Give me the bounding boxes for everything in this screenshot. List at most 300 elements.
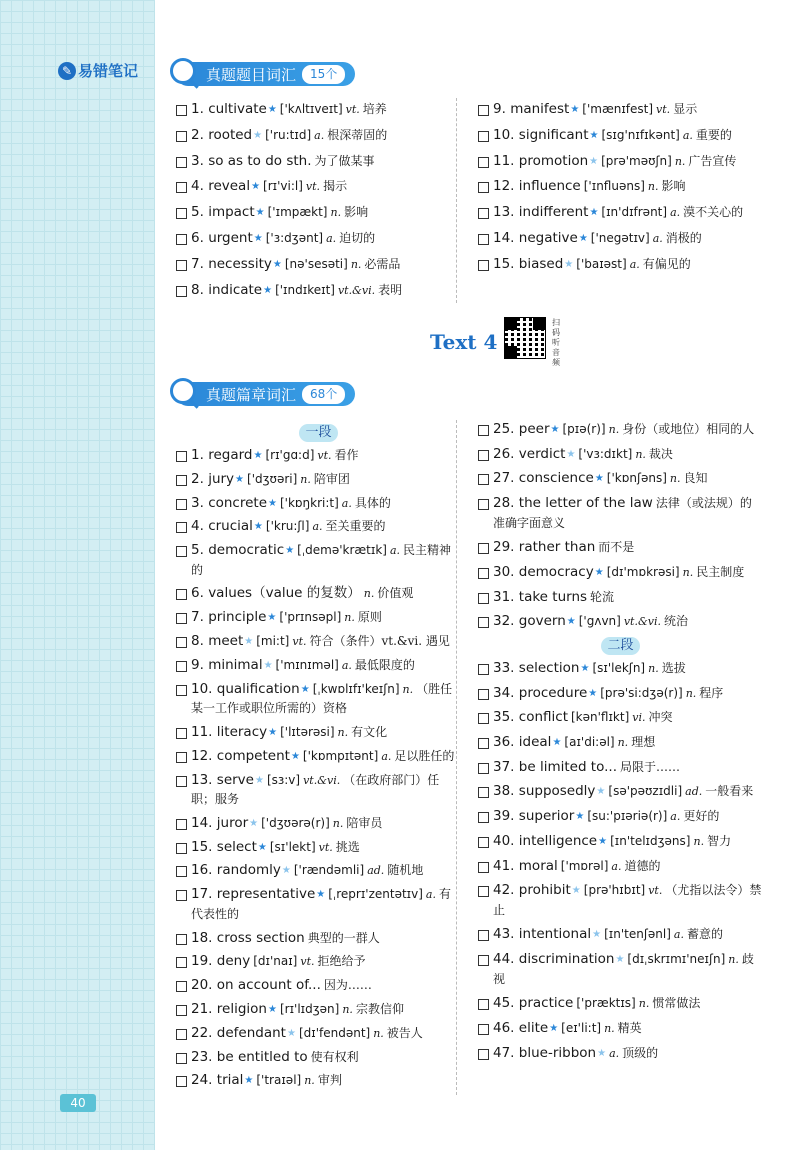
checkbox[interactable] (176, 182, 187, 193)
chinese-meaning: 蓄意的 (686, 927, 723, 942)
vocab-word: qualification (216, 680, 300, 697)
part-of-speech: n. (350, 257, 362, 271)
checkbox[interactable] (176, 890, 187, 901)
vocab-item (478, 538, 763, 558)
star-icon: ★ (268, 726, 278, 738)
star-icon: ★ (244, 636, 254, 648)
checkbox[interactable] (176, 685, 187, 696)
vocab-word: indicate (208, 281, 263, 298)
checkbox[interactable] (176, 1053, 187, 1064)
vocab-item (478, 1019, 763, 1039)
vocab-item (176, 177, 461, 197)
checkbox[interactable] (478, 955, 489, 966)
star-icon: ★ (578, 232, 588, 244)
checkbox[interactable] (176, 728, 187, 739)
phonetic: ['kɒnʃəns] (606, 471, 667, 486)
part-of-speech: n. (647, 180, 659, 194)
vocab-item (478, 588, 763, 608)
phonetic: ['ɪndɪkeɪt] (275, 282, 335, 297)
part-of-speech: a. (673, 928, 684, 942)
chinese-meaning: 典型的一群人 (307, 930, 380, 945)
vocab-item (478, 925, 763, 945)
chinese-meaning: 培养 (362, 102, 387, 116)
item-number: 9. (493, 101, 506, 117)
star-icon: ★ (263, 284, 273, 296)
vocab-word: crucial (208, 518, 253, 535)
chinese-meaning: 精英 (617, 1020, 642, 1035)
search-icon (170, 58, 196, 84)
vocab-word: ideal (518, 734, 552, 751)
vocab-word: regard (208, 447, 253, 463)
checkbox[interactable] (478, 617, 489, 628)
checkbox[interactable] (176, 819, 187, 830)
star-icon: ★ (253, 232, 263, 244)
chinese-meaning: 原则 (357, 610, 382, 625)
chinese-meaning: 迫切的 (339, 230, 376, 245)
vocab-item (176, 494, 461, 514)
phonetic: [pɪə(r)] (562, 422, 606, 436)
vocab-word: conflict (518, 709, 568, 726)
chinese-meaning: 看作 (334, 448, 359, 462)
item-number: 44. (493, 951, 515, 968)
chinese-meaning: 揭示 (323, 179, 348, 194)
phonetic: ['ɪnfluəns] (583, 179, 645, 194)
phonetic: ['ru:tɪd] (265, 127, 312, 142)
checkbox[interactable] (478, 499, 489, 510)
part-of-speech: a. (314, 128, 325, 142)
phonetic: [dɪ'naɪ] (253, 954, 298, 969)
vocab-item (176, 541, 461, 580)
vocab-word: biased (518, 255, 564, 272)
part-of-speech: n. (342, 1002, 353, 1016)
vocab-word: cross section (216, 929, 305, 946)
part-of-speech: vt.&vi. (337, 283, 376, 297)
part-of-speech: n. (363, 587, 375, 601)
vocab-item (478, 881, 763, 920)
star-icon: ★ (570, 104, 580, 115)
part-of-speech: n. (608, 423, 620, 436)
item-number: 7. (191, 609, 204, 626)
chinese-meaning: 影响 (344, 205, 369, 220)
checkbox[interactable] (176, 843, 187, 854)
vocab-item (176, 229, 461, 249)
vocab-word: intentional (518, 926, 592, 943)
item-number: 20. (191, 977, 213, 994)
part-of-speech: vt. (345, 103, 360, 116)
vocab-word: democracy (518, 563, 594, 580)
star-icon: ★ (550, 424, 560, 435)
item-number: 39. (493, 808, 515, 825)
chinese-meaning: 价值观 (377, 586, 414, 601)
item-number: 1. (191, 447, 204, 463)
checkbox[interactable] (176, 499, 187, 510)
part-of-speech: a. (341, 496, 352, 510)
vocab-item (176, 126, 461, 146)
vocab-word: supposedly (518, 783, 596, 800)
checkbox[interactable] (176, 157, 187, 168)
vocab-word: literacy (216, 723, 268, 740)
checkbox[interactable] (176, 866, 187, 877)
part-of-speech: n. (337, 725, 349, 739)
checkbox[interactable] (176, 589, 187, 600)
vocab-word: deny (216, 953, 251, 970)
vocab-word: be limited to... (518, 758, 617, 775)
checkbox[interactable] (176, 957, 187, 968)
section-header-passage-words (176, 382, 355, 406)
phonetic: ['baɪəst] (576, 256, 627, 271)
checkbox[interactable] (478, 930, 489, 941)
chinese-meaning: 有偏见的 (642, 256, 691, 271)
phonetic: ['negətɪv] (590, 230, 650, 245)
phonetic: [ɪn'telɪdʒəns] (610, 833, 691, 848)
chinese-meaning: 选拔 (661, 661, 686, 675)
part-of-speech: n. (648, 662, 659, 675)
phonetic: [sə'pəʊzɪdli] (608, 784, 683, 799)
vocab-item (478, 100, 763, 120)
phonetic: ['prɪnsəpl] (279, 610, 342, 625)
chinese-meaning: 至关重要的 (325, 519, 386, 534)
star-icon: ★ (267, 104, 277, 115)
item-number: 7. (191, 255, 204, 272)
vocab-word: democratic (208, 542, 285, 559)
chinese-meaning: 统治 (664, 614, 689, 629)
vocab-word: manifest (510, 101, 570, 117)
chinese-meaning: 法律（或法规）的准确字面意义 (493, 496, 752, 530)
chinese-meaning: 最低限度的 (354, 657, 415, 672)
vocab-item (176, 747, 461, 767)
part-of-speech: n. (617, 736, 629, 750)
part-of-speech: vt. (305, 180, 321, 194)
chinese-meaning: 漠不关心的 (683, 205, 744, 220)
vocab-item (478, 469, 763, 489)
phonetic: ['kɒŋkri:t] (279, 495, 339, 510)
chinese-meaning: 民主精神的 (191, 543, 452, 577)
vocab-item (176, 656, 461, 676)
vocab-item (478, 807, 763, 827)
chinese-meaning: 显示 (673, 102, 698, 116)
phonetic: [ˌkwɒlɪfɪ'keɪʃn] (312, 681, 400, 696)
vocab-word: moral (518, 857, 558, 874)
brand-name: 易错笔记 (78, 62, 139, 80)
item-number: 19. (191, 953, 213, 970)
checkbox[interactable] (478, 131, 489, 142)
checkbox[interactable] (478, 886, 489, 897)
checkbox[interactable] (176, 1029, 187, 1040)
vocab-word: select (216, 838, 257, 855)
phonetic: ['rændəmli] (293, 863, 365, 878)
item-number: 31. (493, 588, 515, 605)
checkbox[interactable] (478, 787, 489, 798)
item-number: 21. (191, 1000, 213, 1017)
vocab-item (478, 420, 763, 440)
checkbox[interactable] (176, 613, 187, 624)
checkbox[interactable] (478, 260, 489, 271)
chinese-meaning: 广告宣传 (688, 153, 737, 168)
paragraph-subhead: 一段 (176, 424, 461, 442)
part-of-speech: n. (604, 1021, 615, 1035)
subhead-label: 二段 (601, 637, 639, 655)
phonetic: [prə'si:dʒə(r)] (600, 685, 683, 700)
part-of-speech: a. (670, 206, 681, 220)
vocab-item (478, 612, 763, 632)
chinese-meaning: 被告人 (386, 1025, 423, 1040)
vocab-item (478, 255, 763, 275)
checkbox[interactable] (478, 593, 489, 604)
chinese-meaning: 必需品 (364, 256, 401, 271)
checkbox[interactable] (176, 776, 187, 787)
part-of-speech: n. (373, 1026, 384, 1040)
chinese-meaning: 身份（或地位）相同的人 (622, 422, 755, 436)
item-number: 13. (191, 771, 213, 788)
part-of-speech: n. (304, 1074, 315, 1088)
star-icon: ★ (589, 155, 599, 167)
star-icon: ★ (596, 786, 606, 798)
checkbox[interactable] (176, 522, 187, 533)
part-of-speech: vt. (292, 635, 307, 649)
checkbox[interactable] (478, 713, 489, 724)
star-icon: ★ (286, 1027, 296, 1039)
checkbox[interactable] (176, 105, 187, 116)
checkbox[interactable] (176, 475, 187, 486)
checkbox[interactable] (478, 1024, 489, 1035)
star-icon: ★ (316, 889, 326, 901)
vocab-item (478, 857, 763, 877)
star-icon: ★ (549, 1022, 559, 1034)
vocab-item (478, 832, 763, 852)
vocab-word: practice (518, 995, 574, 1012)
vocab-item (176, 281, 461, 301)
part-of-speech: n. (638, 997, 650, 1011)
checkbox[interactable] (176, 661, 187, 672)
checkbox[interactable] (176, 208, 187, 219)
chinese-meaning: 而不是 (598, 540, 635, 555)
vocab-item (176, 517, 461, 537)
chinese-meaning: 陪审员 (346, 815, 383, 830)
vocab-item (176, 203, 461, 223)
part-of-speech: vt. (648, 884, 663, 898)
star-icon: ★ (254, 774, 264, 786)
checkbox[interactable] (478, 812, 489, 823)
chinese-meaning: 影响 (661, 179, 686, 194)
phonetic: [kən'flɪkt] (571, 710, 630, 725)
vocab-word: trial (216, 1072, 244, 1089)
part-of-speech: n. (693, 834, 705, 848)
part-of-speech: n. (685, 686, 697, 700)
checkbox[interactable] (478, 999, 489, 1010)
vocab-item (176, 814, 461, 834)
chinese-meaning: 局限于…… (620, 759, 681, 774)
vocab-item (176, 446, 461, 466)
item-number: 29. (493, 539, 515, 556)
vocab-word: urgent (208, 229, 253, 246)
vocab-word: serve (216, 771, 254, 788)
part-of-speech: a. (652, 231, 663, 245)
star-icon: ★ (566, 616, 576, 628)
part-of-speech: vt.&vi. (623, 615, 661, 629)
item-number: 28. (493, 495, 515, 512)
checkbox[interactable] (176, 1005, 187, 1016)
vocab-word: prohibit (518, 882, 571, 899)
vocab-word: negative (518, 229, 578, 246)
part-of-speech: vt. (317, 449, 332, 462)
checkbox[interactable] (478, 208, 489, 219)
chinese-meaning: 道德的 (624, 858, 661, 873)
star-icon: ★ (272, 258, 282, 270)
vocab-word: promotion (518, 152, 589, 169)
phonetic: ['mɒrəl] (560, 858, 609, 873)
vocab-item (478, 494, 763, 533)
checkbox[interactable] (176, 637, 187, 648)
star-icon: ★ (281, 865, 291, 877)
section-title: 真题篇章词汇 (206, 385, 297, 404)
checkbox[interactable] (176, 752, 187, 763)
vocab-item (176, 976, 461, 996)
vocab-item (176, 1048, 461, 1068)
vocab-item (176, 100, 461, 120)
checkbox[interactable] (176, 1076, 187, 1087)
qr-code[interactable] (505, 318, 545, 358)
checkbox[interactable] (478, 689, 489, 700)
chinese-meaning: 重要的 (695, 127, 732, 142)
vocab-word: significant (518, 126, 589, 143)
vocab-word: intelligence (518, 832, 598, 849)
checkbox[interactable] (478, 664, 489, 675)
vocab-item (478, 994, 763, 1014)
chinese-meaning: 轮流 (590, 589, 615, 604)
phonetic: ['kʌltɪveɪt] (279, 102, 343, 116)
chinese-meaning: 一般看来 (705, 784, 754, 799)
vocab-word: be entitled to (216, 1048, 308, 1065)
column-divider (456, 420, 457, 1095)
checkbox[interactable] (478, 862, 489, 873)
vocab-word: peer (518, 421, 550, 437)
phonetic: [sɪ'lekʃn] (592, 661, 646, 675)
chinese-meaning: 随机地 (387, 863, 424, 878)
vocab-item (176, 861, 461, 881)
checkbox[interactable] (478, 568, 489, 579)
checkbox[interactable] (176, 260, 187, 271)
page-number: 40 (60, 1094, 96, 1112)
vocab-word: rather than (518, 539, 596, 556)
chinese-meaning: 挑选 (335, 839, 360, 854)
star-icon: ★ (575, 811, 585, 823)
vocab-item (478, 563, 763, 583)
vocab-item (176, 885, 461, 924)
vocab-item (478, 684, 763, 704)
phonetic: [ɪn'tenʃənl] (604, 927, 671, 942)
item-number: 3. (191, 152, 204, 169)
phonetic: ['kru:ʃl] (265, 519, 310, 534)
vocab-item (176, 1071, 461, 1091)
passage-word-list-right (478, 420, 763, 1068)
vocab-word: verdict (518, 445, 566, 462)
vocab-word: superior (518, 808, 575, 825)
checkbox[interactable] (478, 543, 489, 554)
chinese-meaning: 表明 (378, 282, 403, 297)
part-of-speech: n. (344, 611, 355, 625)
item-number: 22. (191, 1024, 213, 1041)
item-number: 12. (493, 178, 515, 195)
chinese-meaning: 宗教信仰 (355, 1001, 404, 1016)
item-number: 14. (191, 814, 213, 831)
vocab-word: meet (208, 633, 244, 650)
part-of-speech: vt. (656, 103, 671, 116)
star-icon: ★ (263, 659, 273, 671)
checkbox[interactable] (176, 981, 187, 992)
checkbox[interactable] (478, 425, 489, 436)
paragraph-subhead (478, 637, 763, 655)
phonetic: [rɪ'lɪdʒən] (279, 1001, 340, 1016)
checkbox[interactable] (176, 546, 187, 557)
phonetic: ['ɪmpækt] (267, 205, 328, 220)
chinese-meaning: 消极的 (665, 230, 702, 245)
item-number: 18. (191, 929, 213, 946)
phonetic: [rɪ'vi:l] (263, 179, 303, 194)
checkbox[interactable] (176, 934, 187, 945)
item-number: 41. (493, 857, 515, 874)
phonetic: [sɪg'nɪfɪkənt] (601, 127, 680, 142)
part-of-speech: n. (669, 472, 681, 486)
item-number: 11. (493, 152, 515, 169)
word-list-left (176, 100, 461, 306)
part-of-speech: n. (728, 953, 739, 967)
checkbox[interactable] (478, 738, 489, 749)
vocab-word: competent (216, 747, 290, 764)
checkbox[interactable] (176, 234, 187, 245)
vocab-word: on account of... (216, 977, 321, 994)
item-number: 2. (191, 470, 204, 487)
item-number: 27. (493, 470, 515, 487)
vocab-item (176, 771, 461, 810)
checkbox[interactable] (478, 450, 489, 461)
item-number: 6. (191, 229, 204, 246)
vocab-item (176, 838, 461, 858)
checkbox[interactable] (478, 105, 489, 116)
checkbox[interactable] (478, 157, 489, 168)
part-of-speech: vt. (318, 840, 333, 854)
checkbox[interactable] (478, 234, 489, 245)
star-icon: ★ (580, 663, 590, 674)
part-of-speech: n. (330, 206, 342, 220)
checkbox[interactable] (176, 286, 187, 297)
vocab-word: cultivate (208, 101, 267, 117)
checkbox[interactable] (478, 837, 489, 848)
star-icon: ★ (588, 687, 598, 699)
brand-logo (58, 60, 138, 81)
item-number: 15. (191, 838, 213, 855)
checkbox[interactable] (176, 131, 187, 142)
vocab-item (478, 782, 763, 802)
checkbox[interactable] (478, 182, 489, 193)
checkbox[interactable] (176, 451, 187, 462)
vocab-word: necessity (208, 255, 272, 272)
part-of-speech: a. (609, 1046, 620, 1060)
word-list-right (478, 100, 763, 281)
checkbox[interactable] (478, 474, 489, 485)
chinese-meaning: （胜任某一工作或职位所需的）资格 (191, 681, 453, 716)
part-of-speech: ad. (685, 785, 703, 799)
vocab-word: rooted (208, 126, 253, 143)
checkbox[interactable] (478, 1049, 489, 1060)
vocab-word: defendant (216, 1024, 286, 1041)
checkbox[interactable] (478, 763, 489, 774)
item-number: 10. (191, 680, 213, 697)
chinese-meaning: 为了做某事 (314, 153, 375, 168)
item-number: 46. (493, 1019, 515, 1036)
chinese-meaning: 足以胜任的 (394, 748, 455, 763)
chinese-meaning: 根深蒂固的 (327, 127, 388, 142)
phonetic: [ɪn'dɪfrənt] (601, 205, 668, 220)
